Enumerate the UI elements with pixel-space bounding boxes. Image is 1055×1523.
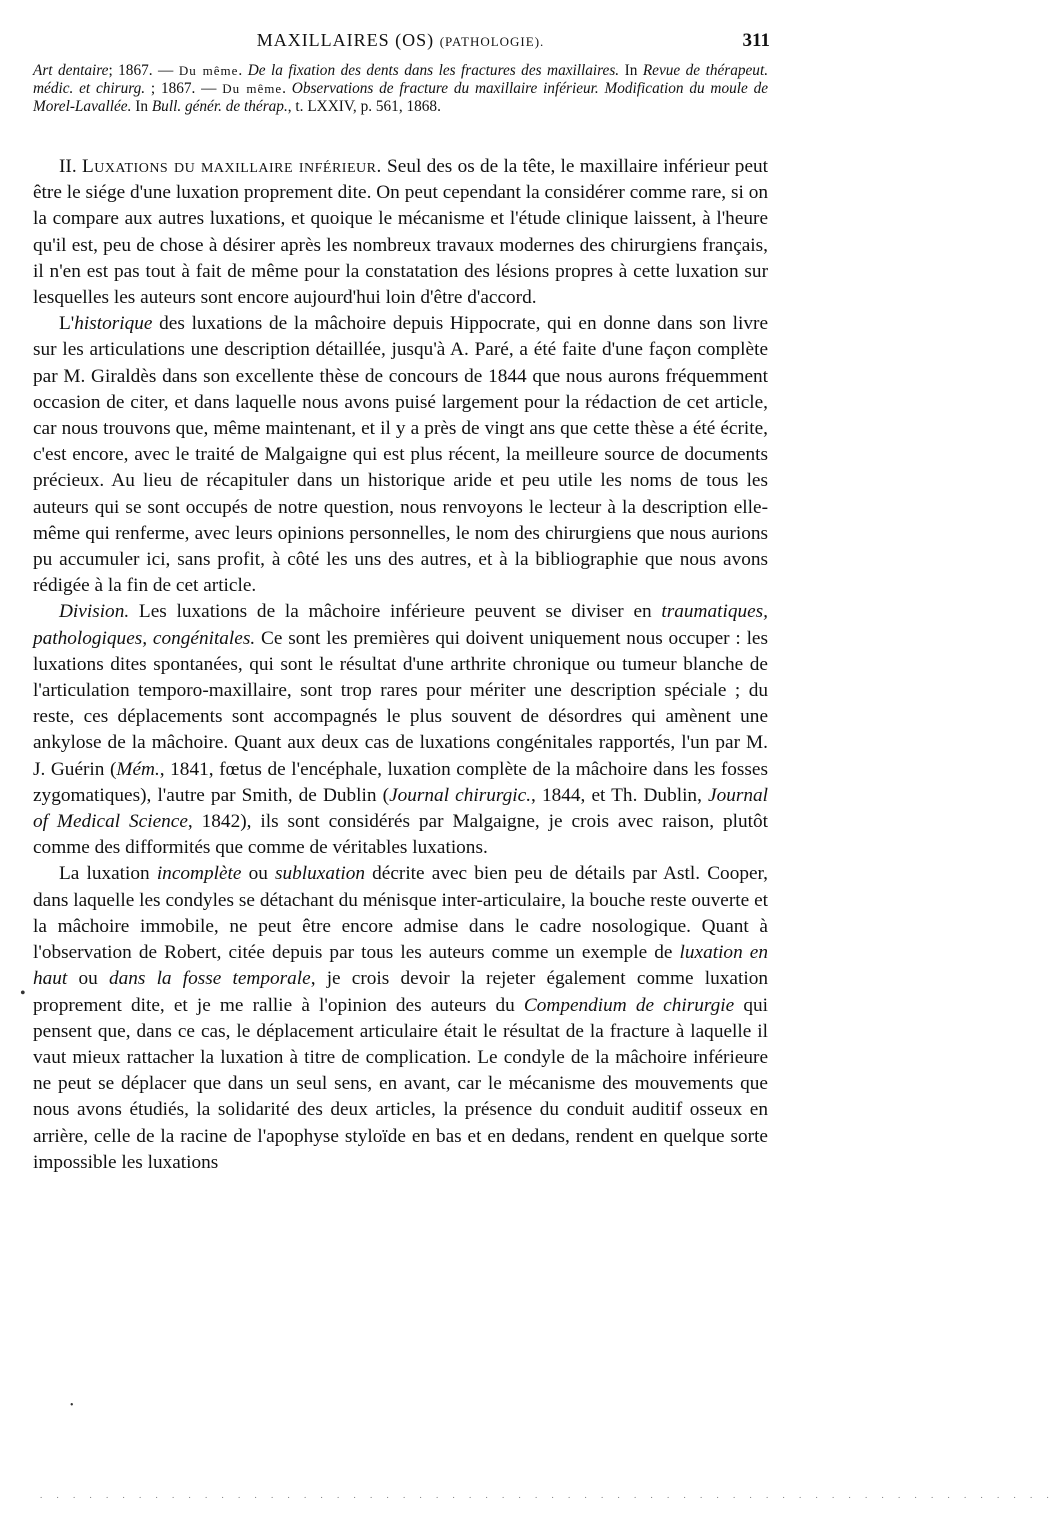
paragraph-text: , 1842), ils sont considérés par Malgaigne, je crois avec raison, plutôt comme des difformités que comme de véritables luxations.	[33, 811, 768, 859]
paragraph-text: Les luxations de la mâchoire inférieure peuvent se diviser en	[129, 601, 662, 623]
running-title-main: MAXILLAIRES (OS)	[256, 30, 440, 50]
emphasis: traumatiques, pathologiques, congénitales.	[33, 601, 768, 649]
paragraph-text: des luxations de la mâchoire depuis Hippocrate, qui en donne dans son livre sur les articulations une description détaillée, jusqu'à A. Paré, a été faite d'une façon complète par M. Giraldès dans son excellente thèse de concours de 1844 que nous aurons fréquemment occasion de citer, et dans laquelle nous avons puisé largement pour la rédaction de cet article, car nous trouvons que, même maintenant, et il y a près de vingt ans que cette thèse a été écrite, c'est encore, avec le traité de Malgaigne qui est plus récent, la meilleure source de documents précieux. Au lieu de récapituler dans un historique aride et peu utile les noms de tous les auteurs qui se sont occupés de notre question, nous renvoyons le lecteur à la description elle-même qui renferme, avec leurs opinions personnelles, le nom des chirurgiens que nous aurions pu accumuler ici, sans profit, à côté les uns des autres, et à la bibliographie que nous avons rédigée à la fin de cet article.	[33, 313, 768, 597]
paragraph-text: , 1844, et Th. Dublin,	[531, 784, 709, 806]
running-head	[33, 30, 768, 58]
running-title-sub: (PATHOLOGIE).	[439, 34, 545, 49]
biblio-text: In	[624, 62, 643, 79]
emphasis: Compendium de chirurgie	[523, 994, 735, 1016]
margin-dot: •	[20, 985, 26, 1002]
emphasis: dans la fosse temporale	[108, 968, 311, 990]
running-title	[33, 30, 768, 51]
emphasis: luxation en haut	[33, 942, 768, 990]
section-number: II.	[59, 156, 82, 177]
emphasis: historique	[74, 313, 153, 335]
paragraph-text: ou	[67, 968, 109, 990]
biblio-text: ; 1867. —	[108, 62, 179, 79]
biblio-journal-title: Revue de thérapeut. médic. et chirurg.	[33, 62, 769, 97]
biblio-text: .	[238, 62, 248, 79]
subheading-inline: Division.	[59, 601, 130, 623]
section-body	[33, 154, 768, 1176]
biblio-text: , t. LXXIV, p. 561, 1868.	[287, 98, 441, 115]
paragraph	[33, 154, 768, 311]
emphasis: Mém.	[116, 758, 160, 780]
biblio-text: .	[282, 80, 292, 97]
paragraph-text: L'	[59, 313, 75, 335]
scan-noise-dots: . . . . . . . . . . . . . . . . . . . . . . . . . . . . . . . . . . . . . . . . . . . . . . . . . . . . . . . . . . . . . .	[40, 1490, 1055, 1500]
document-page	[33, 30, 768, 1176]
emphasis: Journal of Medical Science	[33, 784, 768, 833]
paragraph-text: , 1841, fœtus de l'encéphale, luxation complète de la mâchoire dans les fosses zygomatiques), l'autre par Smith, de Dublin (	[33, 758, 768, 806]
biblio-author: Du même	[222, 81, 283, 96]
section-heading: Luxations du maxillaire inférieur.	[81, 156, 382, 177]
paragraph-text: ou	[241, 863, 276, 885]
bibliography-continuation	[33, 62, 768, 116]
paragraph-text: Seul des os de la tête, le maxillaire inférieur peut être le siége d'une luxation proprement dite. On peut cependant la considérer comme rare, si on la compare aux autres luxations, et quoique le mécanisme et l'étude clinique laissent, à l'heure qu'il est, peu de chose à désirer après les nombreux travaux modernes des chirurgiens français, il n'en est pas tout à fait de même pour la constatation des lésions propres à cette luxation sur lesquelles les auteurs sont encore aujourd'hui loin d'être d'accord.	[33, 156, 768, 309]
paragraph	[33, 599, 768, 861]
bibliography-entries	[33, 62, 768, 116]
paragraph	[33, 311, 768, 599]
stray-dot: •	[70, 1400, 74, 1411]
paragraph-text: , je crois devoir la rejeter également comme luxation proprement dite, et je me rallie à l'opinion des auteurs du	[33, 968, 768, 1016]
biblio-journal-title: Art dentaire	[33, 62, 109, 79]
paragraph	[33, 861, 768, 1175]
biblio-text: In	[131, 98, 152, 115]
emphasis: incomplète	[156, 863, 242, 885]
paragraph-text: Ce sont les premières qui doivent uniquement nous occuper : les luxations dites spontanées, qui sont le résultat d'une arthrite chronique ou tumeur blanche de l'articulation temporo-maxillaire, sont trop rares pour mériter une description spéciale ; du reste, ces déplacements sont accompagnés le plus souvent de désordres qui amènent une ankylose de la mâchoire. Quant aux deux cas de luxations congénitales rapportés, l'un par M. J. Guérin (	[33, 627, 768, 780]
biblio-journal-title: Bull. génér. de thérap.	[151, 98, 288, 115]
page-number: 311	[742, 30, 770, 51]
paragraph-text: décrite avec bien peu de détails par Astl. Cooper, dans laquelle les condyles se détachant du ménisque inter-articulaire, la bouche reste ouverte et la mâchoire immobile, ne peut être encore admise dans le cadre nosologique. Quant à l'observation de Robert, citée depuis par tous les auteurs comme un exemple de	[33, 863, 769, 964]
paragraph-text: qui pensent que, dans ce cas, le déplacement articulaire était le résultat de la fracture à laquelle il vaut mieux rattacher la luxation à titre de complication. Le condyle de la mâchoire inférieure ne peut se déplacer que dans un seul sens, en avant, car le mécanisme des mouvements que nous avons étudiés, la solidarité des deux articles, la présence du conduit auditif osseux en arrière, celle de la racine de l'apophyse styloïde en bas et en dedans, rendent en quelque sorte impossible les luxations	[33, 994, 768, 1173]
biblio-article-title: De la fixation des dents dans les fractures des maxillaires.	[247, 62, 620, 79]
emphasis: subluxation	[275, 863, 365, 885]
paragraph-text: La luxation	[59, 863, 157, 885]
emphasis: Journal chirurgic.	[389, 784, 532, 806]
biblio-article-title: Observations de fracture du maxillaire inférieur. Modification du moule de Morel-Lavallée.	[33, 80, 769, 115]
biblio-text: ; 1867. —	[145, 80, 223, 97]
biblio-author: Du même	[178, 63, 239, 78]
